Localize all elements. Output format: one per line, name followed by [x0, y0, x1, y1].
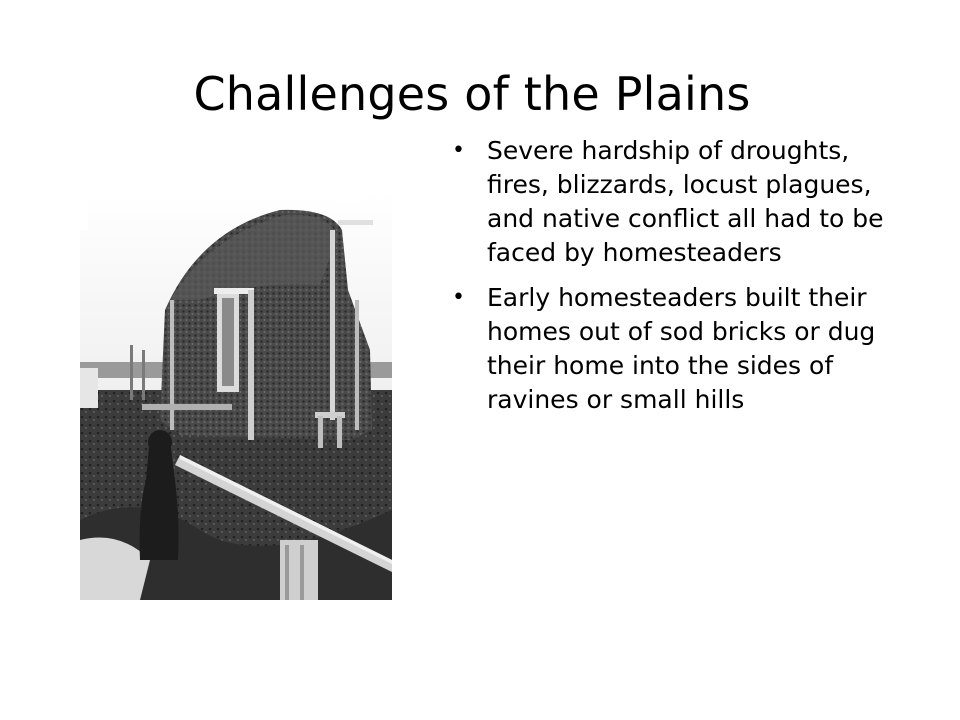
bullet-item: [452, 134, 902, 270]
bullet-marker: •: [452, 138, 465, 163]
bullet-text: Severe hardship of droughts, fires, blizzards, locust plagues, and native conflict all had to be faced by homesteaders: [487, 136, 884, 267]
sod-house-photo: [80, 190, 392, 600]
sod-house-image: [80, 190, 392, 600]
bullet-list: [452, 134, 902, 428]
bullet-marker: •: [452, 285, 465, 310]
bullet-item: [452, 281, 902, 417]
bullet-text: Early homesteaders built their homes out of sod bricks or dug their home into the sides of ravines or small hills: [487, 283, 876, 414]
slide-title: Challenges of the Plains: [193, 67, 751, 121]
